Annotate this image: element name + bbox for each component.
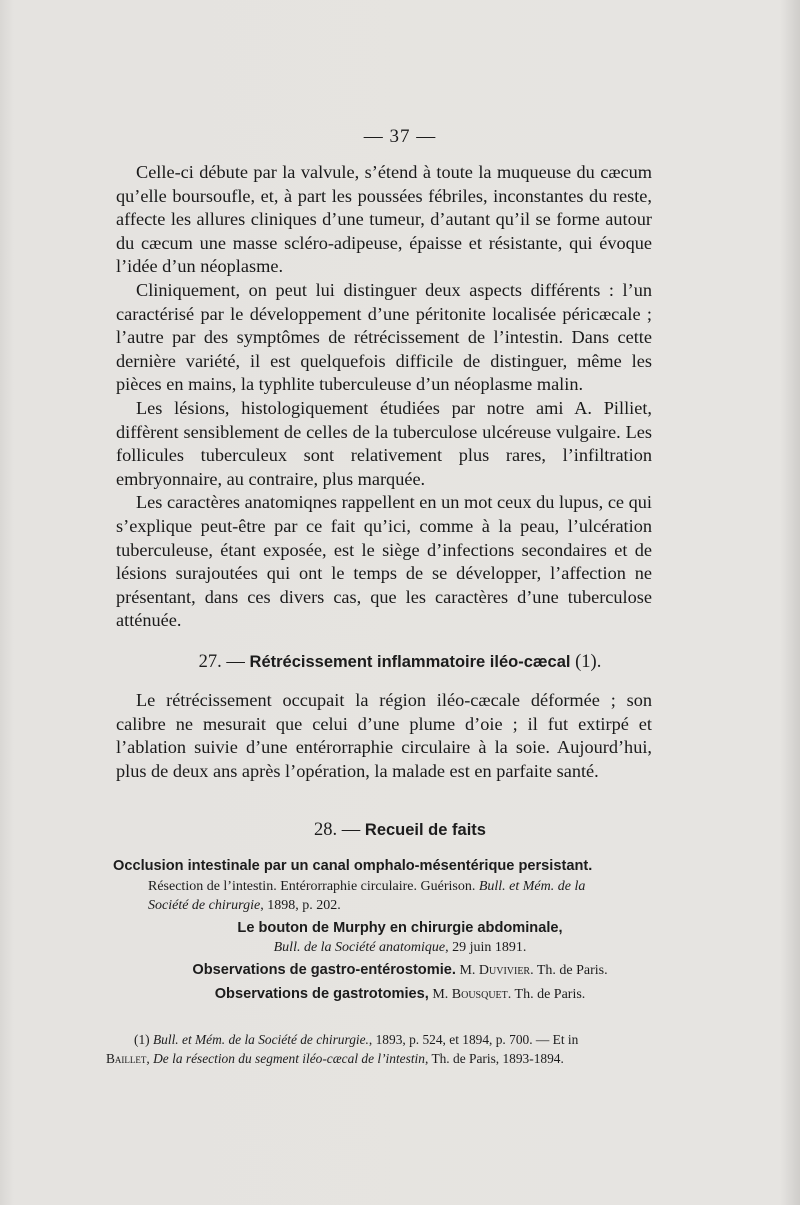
section-title: Rétrécissement inflammatoire iléo-cæcal <box>249 653 571 671</box>
reference-1-source: Société de chirurgie, 1898, p. 202. <box>148 898 341 913</box>
footnote-line-1: (1) Bull. et Mém. de la Société de chirurgie., 1893, p. 524, et 1894, p. 700. — Et in <box>134 1032 579 1047</box>
section-number: 27. — <box>198 652 245 672</box>
paragraph: Les caractères anatomiqnes rappellent en un mot ceux du lupus, ce qui s’explique peut-être par ce fait qu’ici, comme à la peau, l’ulcération tuberculeuse, étant exposée, est le siège d’infections secondaires et de lésions surajoutées qui ont le temps de se développer, l’affection ne présentant, dans ces divers cas, que les caractères d’une tuberculose atténuée. <box>116 492 652 631</box>
reference-2-title: Le bouton de Murphy en chirurgie abdominale, <box>237 920 563 936</box>
footnote <box>106 1030 666 1068</box>
reference-4: Observations de gastrotomies, M. Bousquet. Th. de Paris. <box>214 986 586 1002</box>
section-28-heading <box>0 818 800 842</box>
paragraph: Les lésions, histologiquement étudiées par notre ami A. Pilliet, diffèrent sensiblement de celles de la tuberculose ulcéreuse vulgaire. Les follicules tuberculeux sont relativement plus rares, l’infiltration embryonnaire, au contraire, plus marquée. <box>116 397 652 489</box>
author-name: Bousquet <box>451 987 508 1002</box>
paragraph: Celle-ci débute par la valvule, s’étend à toute la muqueuse du cæcum qu’elle boursoufle, et, à part les poussées fébriles, inconstantes du reste, affecte les allures cliniques d’une tumeur, d’autant qu’il se forme autour du cæcum une masse scléro-adipeuse, épaisse et résistante, qui évoque l’idée d’un néoplasme. <box>116 162 652 277</box>
author-name: Duvivier <box>478 963 531 978</box>
reference-1-details: Résection de l’intestin. Entérorraphie circulaire. Guérison. Bull. et Mém. de la <box>148 879 586 894</box>
section-title: Recueil de faits <box>364 821 486 839</box>
footnote-marker: (1) <box>134 1032 150 1047</box>
footnote-reference: (1). <box>575 652 602 672</box>
paragraph: Cliniquement, on peut lui distinguer deux aspects différents : l’un caractérisé par le développement d’une péritonite localisée péricæcale ; l’autre par des symptômes de rétrécissement de l’intestin. Dans cette dernière variété, il est quelquefois difficile de distinguer, même les pièces en mains, la typhlite tuberculeuse d’un néoplasme malin. <box>116 279 652 395</box>
section-27-heading <box>0 650 800 674</box>
reference-3: Observations de gastro-entérostomie. M. Duvivier. Th. de Paris. <box>192 962 608 978</box>
paragraph: Le rétrécissement occupait la région iléo-cæcale déformée ; son calibre ne mesurait que celui d’une plume d’oie ; il fut extirpé et l’ablation suivie d’une entérorraphie circulaire à la soie. Aujourd’hui, plus de deux ans après l’opération, la malade est en parfaite santé. <box>116 690 652 781</box>
section-number: 28. — <box>314 820 361 840</box>
footnote-line-2: Baillet, De la résection du segment iléo-cæcal de l’intestin, Th. de Paris, 1893-1894. <box>106 1051 564 1066</box>
reference-1-title: Occlusion intestinale par un canal omphalo-mésentérique persistant. <box>113 858 593 874</box>
page-number: — 37 — <box>363 126 437 147</box>
section-27-text <box>116 689 652 783</box>
reference-2-source: Bull. de la Société anatomique, 29 juin 1891. <box>273 940 527 955</box>
main-text-block <box>116 161 652 633</box>
author-name: Baillet <box>106 1051 147 1066</box>
